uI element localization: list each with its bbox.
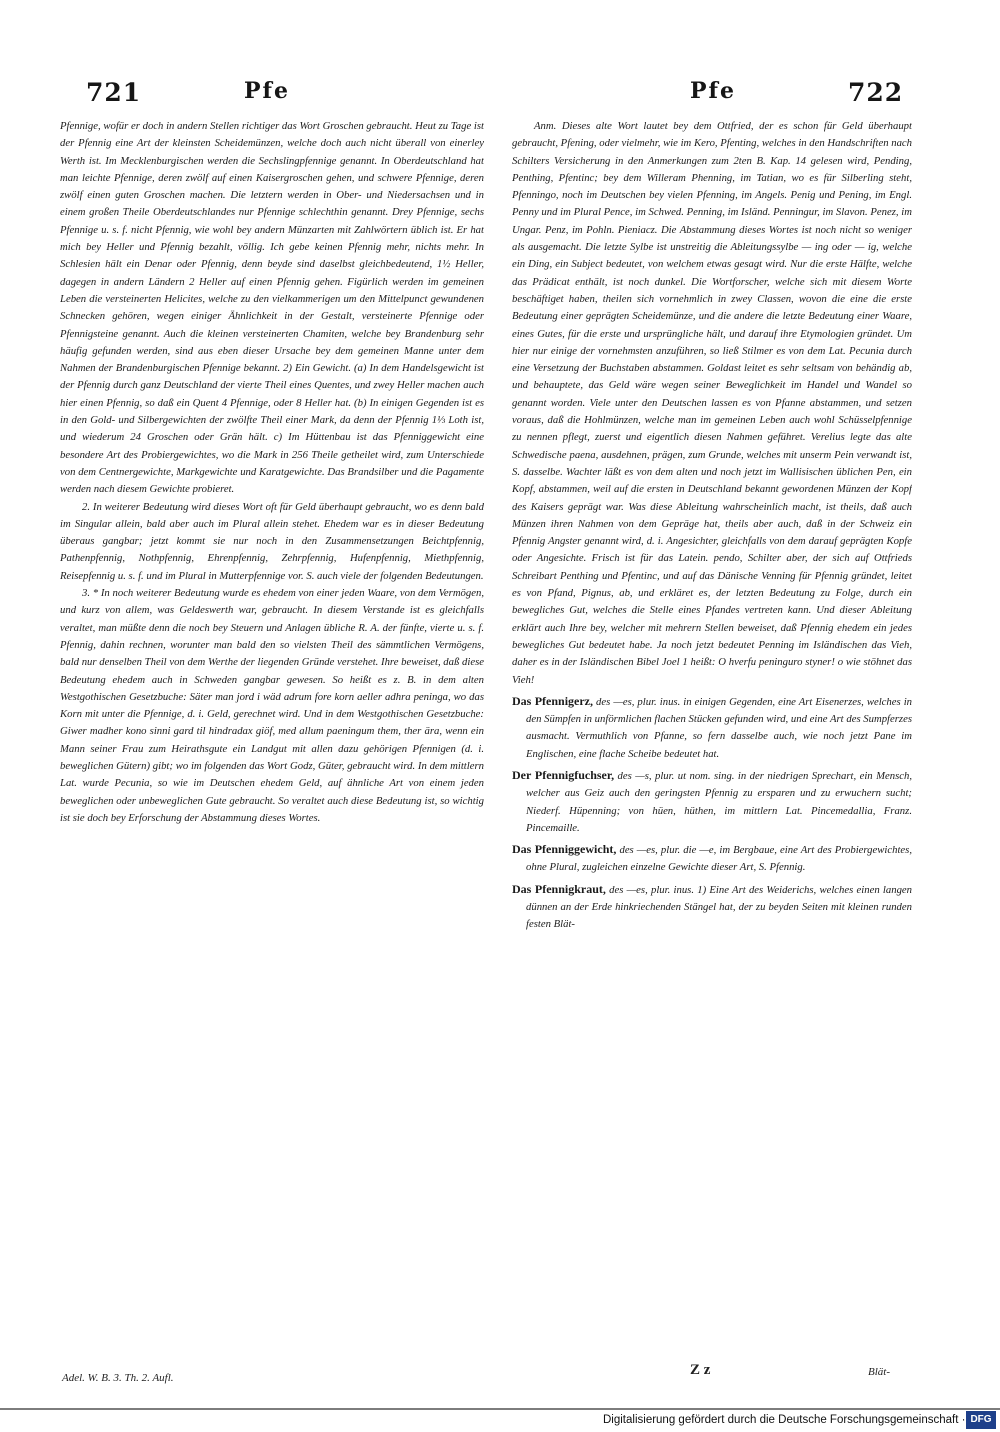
dictionary-entry [512, 693, 912, 763]
left-paragraph-2: 2. In weiterer Bedeutung wird dieses Wort oft für Geld überhaupt gebraucht, wo es denn bald im Singular allein, bald aber auch im Plural allein stehet. Ehedem war es in dieser Bedeutung überaus gangbar; jetzt kommt sie nur noch in den Zusammensetzungen Beichtpfennig, Pathenpfennig, Nothpfennig, Ehrenpfennig, Zehrpfennig, Hufenpfennig, Miethpfennig, Reisepfennig u. s. f. und im Plural in Mutterpfennige vor. S. auch viele der folgenden Bedeutungen. [60, 500, 484, 582]
left-footer-signature: Adel. W. B. 3. Th. 2. Aufl. [62, 1372, 174, 1384]
left-paragraph-3: 3. * In noch weiterer Bedeutung wurde es ehedem von einer jeden Waare, von dem Vermögen, und kurz von allem, was Geldeswerth war, gebraucht. In diesem Verstande ist es gleichfalls veraltet, man müßte denn die noch bey Steuern und Anlagen übliche R. A. der fünfte, vierte u. s. f. Pfennig, dahin rechnen, worunter man bald den so vielsten Theil des sämmtlichen Vermögens, bald nur denselben Theil von dem Werthe der liegenden Gründe verstehet. Ihre beweiset, daß diese Bedeutung ehedem auch in Schweden gangbar gewesen. So heißt es z. B. in dem alten Westgothischen Gesetzbuche: Säter man jord i wäd adrum fore korn aeller adhra peninga, wo das Korn mit unter die Pfennige, d. i. Geld, gerechnet wird. Und in dem Westgothischen Gesetzbuche: Giwer madher kono sinni gard til hindradax giöf, med allum paeningum them, ther ära, wenn ein Mann seiner Frau zum Heirathsgute ein Landgut mit allen dazu gehörigen Pfennigen (d. i. beweglichen Gütern) gibt; wo im folgenden das Wort Godz, Güter, gebraucht wird. In dem mittlern Lat. wurde Pecunia, so wie im Deutschen ehedem Geld, auf ähnliche Art von einem jeden beweglichen oder unbeweglichen Gute gebraucht. So veraltet auch diese Bedeutung ist, so wichtig ist sie doch bey Erforschung der Abstammung dieses Wortes. [60, 587, 484, 824]
entry-body: des —s, plur. ut nom. sing. in der niedrigen Sprechart, ein Mensch, welcher aus Geiz auch den geringsten Pfennig zu ersparen und zu erwuchern sucht; Niederf. Hüpenning; von hüen, hüthen, im mittlern Lat. Pincemedallia, Franz. Pincemaille. [526, 769, 912, 834]
footer-divider [0, 1408, 1000, 1410]
dictionary-entry [512, 767, 912, 837]
gathering-signature: Z z [690, 1362, 711, 1378]
right-column [512, 118, 912, 1360]
catchword: Blät- [868, 1366, 890, 1378]
entry-headword: Das Pfennigkraut, [512, 881, 606, 896]
entry-headword: Das Pfenniggewicht, [512, 842, 617, 857]
left-column [60, 118, 484, 1363]
dfg-logo: DFG [966, 1411, 996, 1429]
left-paragraph-1: Pfennige, wofür er doch in andern Stellen richtiger das Wort Groschen gebraucht. Heut zu Tage ist der Pfennig eine Art der kleinsten Scheidemünzen, welche doch auch nicht überall von einerley Werth ist. Im Mecklenburgischen werden die Sechslingpfennige genannt. In Oberdeutschland hat man leichte Pfennige, deren zwölf auf einen Kaisergroschen gehen, und schwere Pfennige, deren zwölf einen guten Groschen machen. Die letztern werden in Ober- und Niedersachsen und in einem großen Theile Oberdeutschlandes nur Pfennige schlechthin genannt. Drey Pfennige, sechs Pfennige u. s. f. nicht Pfennig, wie wohl bey andern Münzarten mit Zahlwörtern üblich ist. Er hat mich bey Heller und Pfennig bezahlt, völlig. Ich gebe keinen Pfennig mehr, nichts mehr. In Schlesien hält ein Denar oder Pfennig, denn beyde sind daselbst gleichbedeutend, 1½ Heller, dagegen in andern Ländern 2 Heller auf einen Pfennig gehen. Figürlich werden im gemeinen Leben die versteinerten Helicites, welche zu den vielkammerigen um den Mittelpunct gewundenen Schnecken gehören, wegen einiger Ähnlichkeit in der Gestalt, versteinerte Pfennige oder Pfennigsteine genannt. Auch die kleinen versteinerten Chamiten, welche bey Brandenburg sehr häufig gefunden werden, sind aus eben dieser Ursache bey dem gemeinen Manne unter dem Nahmen der Brandenburgischen Pfennige bekannt. 2) Ein Gewicht. (a) In dem Handelsgewicht ist der Pfennig durch ganz Deutschland der vierte Theil eines Quentes, und zwey Heller machen auch hier einen Pfennig, so daß ein Quent 4 Pfennige, oder 8 Heller hat. (b) In einigen Gegenden ist es in den Gold- und Silbergewichten der zwölfte Theil einer Mark, da denn der Pfennig 1⅓ Loth ist, und wiederum 24 Groschen oder Grän hält. c) Im Hüttenbau ist das Pfenniggewicht eine besondere Art des Probiergewichtes, wo die Mark in 256 Theile getheilet wird, zum Unterschiede von dem Centnergewichte, Markgewichte und Karatgewichte. Das Brandsilber und die Pagamente werden nach diesem Gewichte probieret. [60, 120, 484, 496]
right-anmerkung: Anm. Dieses alte Wort lautet bey dem Ottfried, der es schon für Geld überhaupt gebraucht, Pfening, oder vielmehr, wie im Kero, Pfenting, welches in den Handschriften nach Schilters Versicherung in den Anmerkungen zum 2ten B. Kap. 14 gelesen wird, Pending, Penthing, Pfentinc; bey dem Willeram Phenning, im Tatian, wo es für Silberling steht, Pfenningo, noch im Deutschen bey vielen Pfenning, im Angels. Penig und Pening, im Engl. Penny und im Plural Pence, im Schwed. Penning, im Isländ. Penningur, im Slavon. Penez, im Ungar. Penz, im Pohln. Pieniacz. Die Abstammung dieses Wortes ist noch nicht so weniger als ausgemacht. Die letzte Sylbe ist unstreitig die Ableitungssylbe — ing oder — ig, welche ein Ding, ein Subject bedeutet, von welchem etwas gesagt wird. Nur die erste Hälfte, welche das Prädicat enthält, ist noch dunkel. Die Wortforscher, welche sich mit diesem Worte beschäftiget haben, theilen sich vornehmlich in zwey Classen, wovon die eine die erste Bedeutung einer geprägten Scheidemünze, und die andere die letzte Bedeutung einer Waare, eines Gutes, für die erste und ursprüngliche hält, und darauf ihre Etymologien gründet. Um hier nur einige der vornehmsten anzuführen, so ließ Stilmer es von dem Lat. Pecunia durch eine Versetzung der Buchstaben abstammen. Goldast leitet es sehr seltsam von behändig ab, und behauptete, das Geld wäre wegen seiner Beweglichkeit im Handel und Wandel so genannt worden. Viele unter den Deutschen lassen es von Pfanne abstammen, und setzen voraus, daß die Hohlmünzen, welche man im gemeinen Leben auch wohl Schüsselpfennige zu nennen pflegt, zuerst und eigentlich diesen Nahmen geführet. Verelius legte das alte Schwedische paena, ausdehnen, prägen, zum Grunde, welches mit unserm Pein verwandt ist, S. dasselbe. Wachter läßt es von dem alten und noch jetzt im Wallisischen üblichen Pen, ein Kopf, abstammen, weil auf die ersten in Deutschland bekannt gewordenen Münzen der Kopf des Kaisers geprägt war. Was diese Ableitung wahrscheinlich macht, ist theils, daß auch Münzen ihren Nahmen von dem Gepräge hat, theils aber auch, daß in der Schweiz ein Pfennig Angster genannt wird, d. i. Angesichter, gleichfalls von dem darauf geprägten Kopfe oder Angesichte. Frisch ist für das Latein. pendo, Schilter aber, der sich auf Ottfrieds Schreibart Penthing und Pfentinc, und auf das Dänische Venning für Pfennig gründet, leitet es von Pfand, Pignus, ab, und erkläret es, der letzten Bedeutung zu Folge, durch ein bewegliches Gut, welches die Stelle eines Pfandes vertreten kann. Und dieser Ableitung erklärt auch Ihre bey, welcher mit mehrern Stellen beweiset, daß Pfennig ehedem ein jedes bewegliches Gut bedeutet habe. Ja noch jetzt bedeutet Penning im Isländischen das Vieh, daher es in der Isländischen Bibel Joel 1 heißt: O hverfu peninguro styner! o wie stöhnet das Vieh! [512, 120, 912, 686]
entry-body: des —es, plur. die —e, im Bergbaue, eine Art des Probiergewichtes, ohne Plural, zugleichen einzelne Gewichte dieser Art, S. Pfennig. [526, 844, 912, 874]
entry-body: des —es, plur. inus. in einigen Gegenden, eine Art Eisenerzes, welches in den Sümpfen in unförmlichen flachen Stücken gefunden wird, und eine Art des Sumpferzes ausmacht. Vermuthlich von Pfanne, so fern dasselbe auch, wie noch jetzt Pane im Englischen, eine flache Scheibe bedeutet hat. [526, 695, 912, 760]
left-page-number: 721 [86, 78, 142, 107]
right-running-header: Pfe [690, 78, 737, 104]
right-page-number: 722 [848, 78, 904, 107]
entry-body: des —es, plur. inus. 1) Eine Art des Weiderichs, welches einen langen dünnen an der Erde hinkriechenden Stängel hat, der zu beyden Seiten mit kleinen runden festen Blät- [526, 883, 912, 931]
dictionary-entry [512, 841, 912, 877]
entry-headword: Der Pfennigfuchser, [512, 767, 615, 782]
digitization-notice: Digitalisierung gefördert durch die Deutsche Forschungsgemeinschaft · [603, 1414, 966, 1426]
dictionary-entry [512, 881, 912, 934]
left-running-header: Pfe [244, 78, 291, 104]
entry-headword: Das Pfennigerz, [512, 693, 594, 708]
